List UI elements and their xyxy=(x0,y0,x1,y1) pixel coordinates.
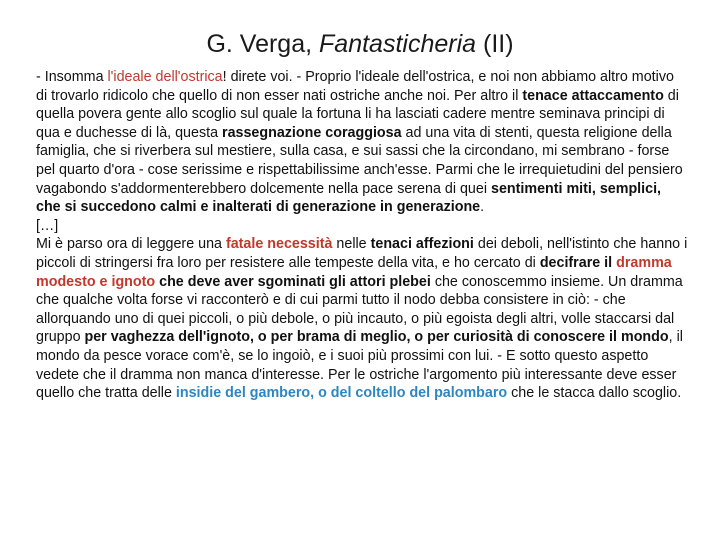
ellipsis-line: […] xyxy=(36,217,59,234)
p1-bold-sentimenti: sentimenti miti, semplici, che si succedono calmi e inalterati di generazione in generazione xyxy=(36,180,662,216)
p1-text-4: ad una vita di stenti, questa religione della famiglia, che si riverbera sul mestiere, sulla casa, e sui sassi che la circondano, mi sembrano - forse pel quarto d'ora - cose serissime e rispettabilissime anch'esse. Parmi che le irrequietudini del pensiero vagabondo s'addormenterebbero dolcemente nella pace serena di quei xyxy=(36,124,683,197)
p2-text-6: che le stacca dallo scoglio. xyxy=(507,385,682,402)
title-work: Fantasticheria xyxy=(319,30,477,58)
p2-bold-decifrare: decifrare il xyxy=(539,254,617,271)
p1-text-2: ! direte voi. - Proprio l'ideale dell'ostrica, e noi non abbiamo altro motivo di trovarlo ridicolo che quello di non esser nati ostriche anche noi. Per altro il xyxy=(36,69,674,104)
paragraph-1 xyxy=(36,68,688,217)
title-part: (II) xyxy=(483,30,514,58)
paragraph-2 xyxy=(36,235,688,402)
p2-bold-tenaci: tenaci affezioni xyxy=(370,236,474,253)
p1-text-3: di quella povera gente allo scoglio sul quale la fortuna li ha lasciati cadere mentre seminava principi di qua e duchesse di là, questa xyxy=(36,87,679,141)
slide-title xyxy=(0,26,720,62)
p1-text-1: - Insomma xyxy=(36,69,108,85)
p2-bold-sgominati: che deve aver sgominati gli attori plebei xyxy=(155,273,431,290)
p1-bold-rassegnazione: rassegnazione coraggiosa xyxy=(222,124,402,141)
title-author: G. Verga, xyxy=(206,30,313,58)
p2-bold-vaghezza: per vaghezza dell'ignoto, o per brama di meglio, o per curiosità di conoscere il mondo xyxy=(84,329,669,346)
p2-text-4: che conoscemmo insieme. Un dramma che qualche volta forse vi racconterò e di cui parmi tutto il nodo debba consistere in ciò: - che allorquando uno di quei piccoli, o più debole, o più incauto, o più egoista degli altri, volle staccarsi dal gruppo xyxy=(36,273,683,346)
p2-text-5: , il mondo da pesce vorace com'è, se lo ingoiò, e i suoi più prossimi con lui. - E sotto questo aspetto vedete che il dramma non manca d'interesse. Per le ostriche l'argomento più interessante deve esser quello che tratta delle xyxy=(36,329,683,402)
p1-bold-tenace: tenace attaccamento xyxy=(522,87,664,104)
p2-highlight-fatale: fatale necessità xyxy=(225,236,333,253)
p2-text-3: dei deboli, nell'istinto che hanno i piccoli di stringersi fra loro per resistere alle tempeste della vita, e ho cercato di xyxy=(36,236,688,271)
p2-highlight-insidie: insidie del gambero, o del coltello del palombaro xyxy=(175,385,508,402)
p2-text-2: nelle xyxy=(332,236,371,253)
p2-highlight-dramma: dramma modesto e ignoto xyxy=(36,254,672,290)
p2-text-1: Mi è parso ora di leggere una xyxy=(36,236,226,253)
p1-text-5: . xyxy=(480,199,485,216)
p1-highlight-ideale: l'ideale dell'ostrica xyxy=(107,69,223,85)
slide-body xyxy=(36,68,688,403)
